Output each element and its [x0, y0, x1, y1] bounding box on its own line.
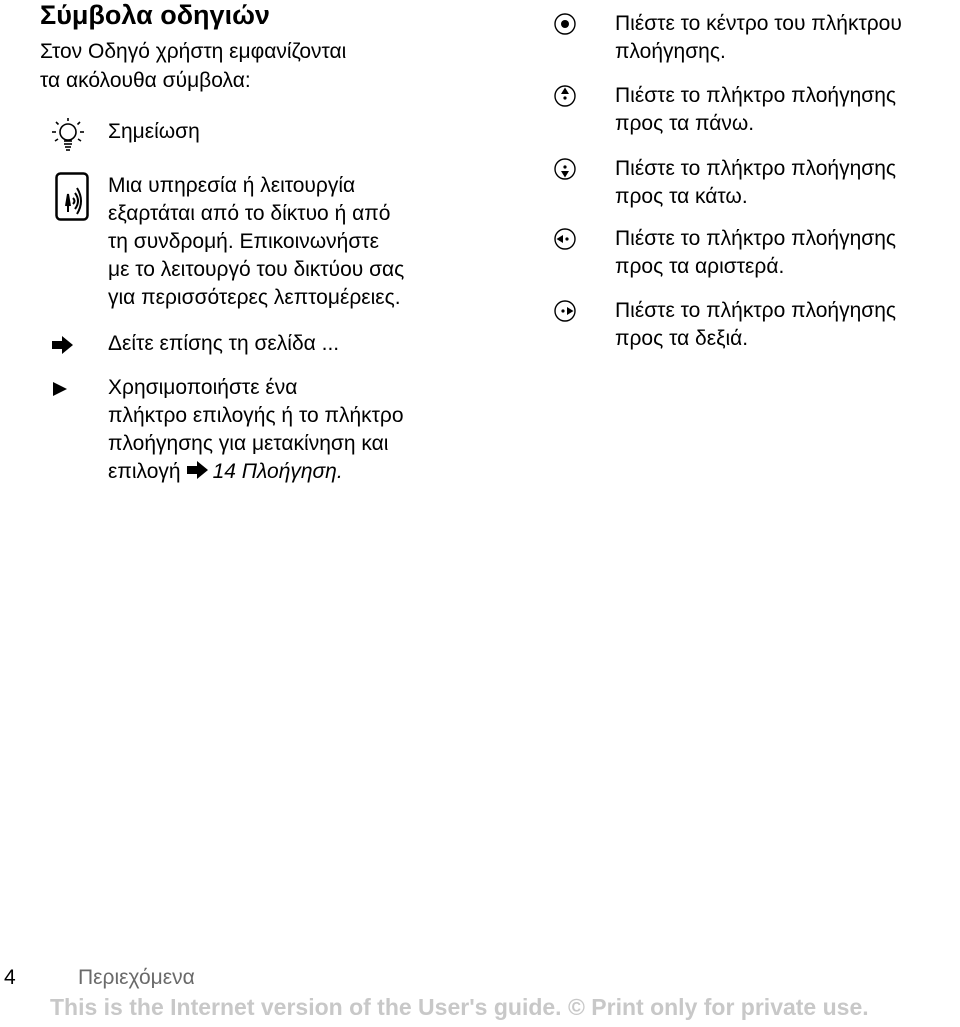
- note-label: [108, 118, 200, 146]
- nav-line: πλοήγησης.: [615, 40, 726, 63]
- symbol-line: τη συνδρομή. Επικοινωνήστε: [108, 230, 379, 253]
- nav-line: Πιέστε το πλήκτρο πλοήγησης: [615, 157, 897, 180]
- nav-up-icon: [553, 84, 577, 108]
- see-also-text: [108, 330, 339, 358]
- lightbulb-icon: [50, 116, 86, 154]
- triangle-right-icon: [52, 381, 68, 397]
- see-also-arrow-icon: [187, 460, 209, 488]
- symbol-line: για περισσότερες λεπτομέρειες.: [108, 286, 401, 309]
- nav-center-icon: [553, 12, 577, 36]
- symbol-line-prefix: επιλογή: [108, 460, 181, 483]
- nav-line: Πιέστε το πλήκτρο πλοήγησης: [615, 299, 897, 322]
- nav-line: προς τα κάτω.: [615, 185, 748, 208]
- symbol-line: Χρησιμοποιήστε ένα: [108, 376, 298, 399]
- intro-text: [40, 37, 460, 95]
- navigation-instruction: [108, 374, 404, 488]
- nav-right-text: [615, 297, 896, 353]
- see-also-arrow-icon: [52, 335, 74, 355]
- network-service-description: [108, 172, 404, 312]
- page-number: 4: [4, 966, 16, 989]
- nav-line: προς τα αριστερά.: [615, 255, 785, 278]
- intro-line: Στον Οδηγό χρήστη εμφανίζονται: [40, 40, 347, 63]
- symbol-line: Δείτε επίσης τη σελίδα ...: [108, 332, 340, 355]
- symbol-line: πλήκτρο επιλογής ή το πλήκτρο: [108, 404, 404, 427]
- nav-right-icon: [553, 299, 577, 323]
- page-reference-link[interactable]: 14 Πλοήγηση.: [212, 460, 343, 483]
- nav-center-text: [615, 10, 902, 66]
- nav-down-icon: [553, 157, 577, 181]
- symbol-line: Μια υπηρεσία ή λειτουργία: [108, 174, 356, 197]
- nav-down-text: [615, 155, 896, 211]
- nav-line: Πιέστε το πλήκτρο πλοήγησης: [615, 84, 897, 107]
- network-service-icon: [55, 172, 89, 222]
- nav-line: Πιέστε το πλήκτρο πλοήγησης: [615, 227, 897, 250]
- symbol-line: με το λειτουργό του δικτύου σας: [108, 258, 405, 281]
- symbol-line-with-reference: [108, 458, 404, 488]
- symbol-line: πλοήγησης για μετακίνηση και: [108, 432, 389, 455]
- intro-line: τα ακόλουθα σύμβολα:: [40, 69, 251, 92]
- disclaimer-watermark: This is the Internet version of the User's guide. © Print only for private use.: [50, 994, 869, 1020]
- page-title: Σύμβολα οδηγιών: [40, 0, 270, 30]
- nav-up-text: [615, 82, 896, 138]
- nav-line: Πιέστε το κέντρο του πλήκτρου: [615, 12, 902, 35]
- nav-line: προς τα δεξιά.: [615, 327, 749, 350]
- symbol-line: εξαρτάται από το δίκτυο ή από: [108, 202, 391, 225]
- nav-left-text: [615, 225, 896, 281]
- symbol-line: Σημείωση: [108, 120, 200, 143]
- nav-line: προς τα πάνω.: [615, 112, 755, 135]
- nav-left-icon: [553, 227, 577, 251]
- section-title: Περιεχόμενα: [78, 966, 195, 989]
